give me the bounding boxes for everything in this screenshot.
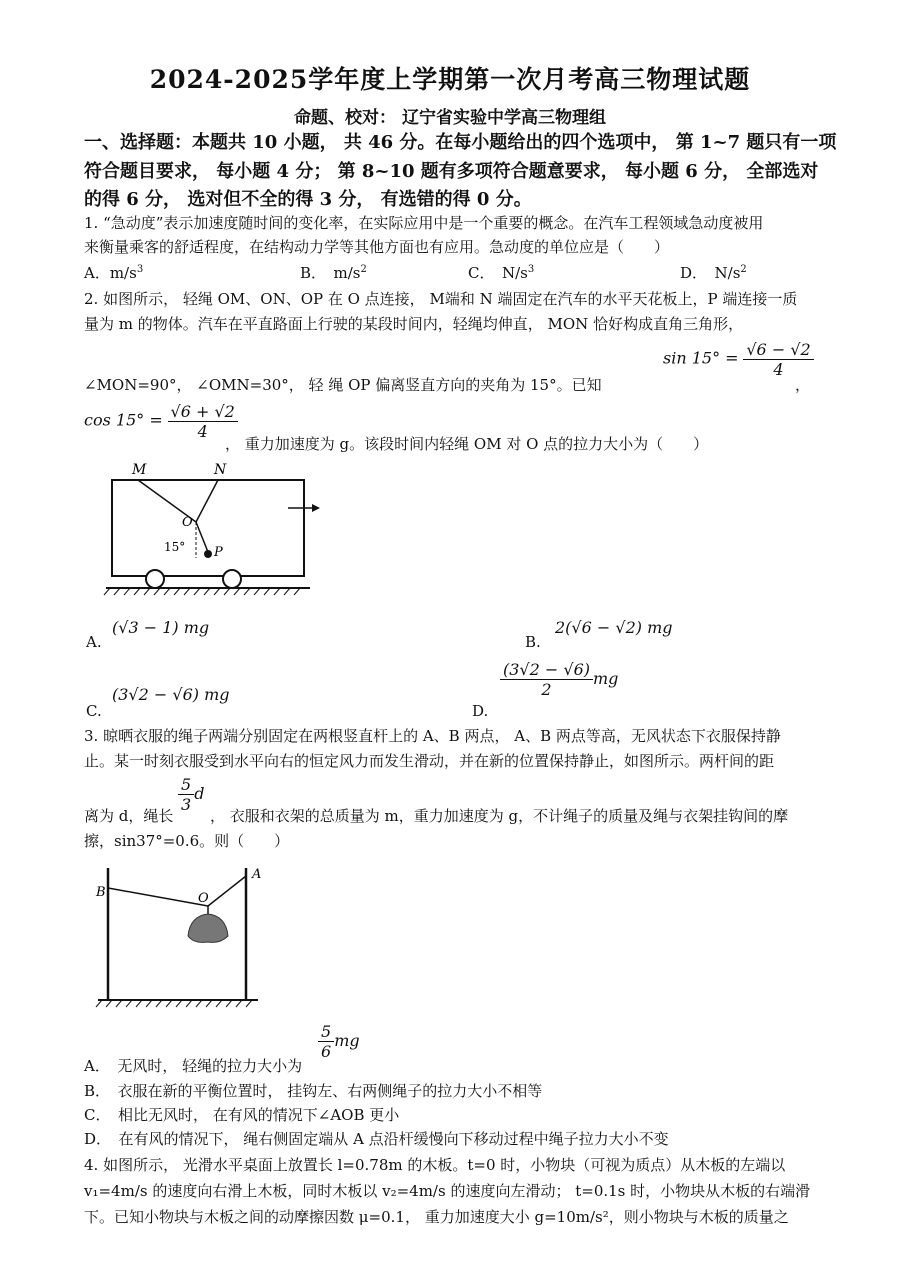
wheel-right [223, 570, 241, 588]
label-o: O [198, 891, 209, 906]
q3-stem-line4: 擦，sin37°=0.6。则（ ） [84, 832, 290, 850]
section-instructions-line1: 一、选择题：本题共 10 小题， 共 46 分。在每小题给出的四个选项中， 第 1~7 题只有一项 [84, 132, 837, 153]
q3-stem-line3a: 离为 d，绳长 [84, 807, 174, 825]
q2-cos15-formula: cos 15° = $\frac{√6 + √2}{4}$ [84, 402, 238, 441]
q3-stem-line1: 3. 晾晒衣服的绳子两端分别固定在两根竖直杆上的 A、B 两点， A、B 两点等高，无风状态下衣服保持静 [84, 727, 781, 745]
rope-op [196, 522, 208, 552]
label-b: B [96, 885, 106, 900]
exam-subtitle: 命题、校对： 辽宁省实验中学高三物理组 [294, 108, 606, 128]
q2-stem-line4: ， 重力加速度为 g。该段时间内轻绳 OM 对 O 点的拉力大小为（ ） [225, 435, 709, 453]
q2-stem-line2: 量为 m 的物体。汽车在平直路面上行驶的某段时间内，轻绳均伸直， MON 恰好构成直角三角形， [84, 315, 744, 333]
q4-stem-line1: 4. 如图所示， 光滑水平桌面上放置长 l=0.78m 的木板。t=0 时，小物块（可视为质点）从木板的左端以 [84, 1156, 786, 1174]
section-instructions-line2: 符合题目要求， 每小题 4 分； 第 8~10 题有多项符合题意要求， 每小题 6 分， 全部选对 [84, 161, 819, 182]
q2-option-b-label[interactable]: B. [525, 633, 541, 651]
wheel-left [146, 570, 164, 588]
ground-hatch [96, 1000, 252, 1007]
rope-right [208, 876, 246, 906]
q2-car-rope-figure [100, 458, 340, 598]
q3-option-a[interactable]: A． 无风时， 轻绳的拉力大小为 [84, 1057, 303, 1075]
q1-option-a[interactable]: A．$m/s^3$ [84, 264, 144, 282]
q3-option-d[interactable]: D． 在有风的情况下， 绳右侧固定端从 A 点沿杆缓慢向下移动过程中绳子拉力大小不变 [84, 1130, 669, 1148]
q2-stem-line1: 2. 如图所示， 轻绳 OM、ON、OP 在 O 点连接， M端和 N 端固定在汽车的水平天花板上，P 端连接一质 [84, 290, 798, 308]
ground-hatch [104, 588, 300, 595]
q4-stem-line3: 下。已知小物块与木板之间的动摩擦因数 μ=0.1， 重力加速度大小 g=10m/s²，则小物块与木板的质量之 [84, 1208, 789, 1226]
clothes-icon [188, 914, 228, 942]
exam-title: 2024-2025学年度上学期第一次月考高三物理试题 [149, 65, 751, 94]
q3-stem-line3b: ， 衣服和衣架的总质量为 m，重力加速度为 g，不计绳子的质量及绳与衣架挂钩间的摩 [210, 807, 789, 825]
label-n: N [214, 462, 227, 478]
label-m: M [132, 462, 147, 478]
q2-comma: ， [795, 376, 811, 394]
q3-stem-line2: 止。某一时刻衣服受到水平向右的恒定风力而发生滑动，并在新的位置保持静止，如图所示。两杆间的距 [84, 752, 775, 770]
q2-sin15-formula: sin 15° = $\frac{√6 - √2}{4}$ [663, 340, 814, 379]
q3-clothesline-figure [90, 858, 270, 1018]
rope-on [196, 480, 218, 522]
label-a: A [252, 867, 262, 882]
q4-stem-line2: v₁=4m/s 的速度向右滑上木板，同时木板以 v₂=4m/s 的速度向左滑动； t=0.1s 时，小物块从木板的右端滑 [84, 1182, 811, 1200]
label-angle: 15° [164, 540, 186, 554]
q2-stem-line3: ∠MON=90°， ∠OMN=30°， 轻 绳 OP 偏离竖直方向的夹角为 15°。已知 [84, 376, 602, 394]
q1-stem-line1: 1. “急动度”表示加速度随时间的变化率，在实际应用中是一个重要的概念。在汽车工程领域急动度被用 [84, 214, 764, 232]
q3-rope-length: $\frac{5}{3}$ d [178, 775, 204, 814]
q2-option-d-expr[interactable]: $\frac{(3√2 - √6)}{2}$ mg [500, 660, 618, 699]
q3-option-a-value[interactable]: $\frac{5}{6}$ mg [318, 1022, 360, 1061]
q2-option-a-label[interactable]: A. [86, 633, 102, 651]
label-o: O [182, 515, 193, 530]
q1-option-b[interactable]: B． $m/s^2$ [300, 264, 367, 282]
q2-option-c-label[interactable]: C. [86, 702, 102, 720]
q3-option-c[interactable]: C． 相比无风时， 在有风的情况下∠AOB 更小 [84, 1106, 400, 1124]
mass-p [204, 550, 212, 558]
q2-option-d-label[interactable]: D. [472, 702, 489, 720]
label-p: P [214, 545, 223, 560]
q2-option-c-expr[interactable]: (3√2 − √6) mg [112, 685, 230, 704]
q1-option-c[interactable]: C． $N/s^3$ [468, 264, 535, 282]
q2-option-b-expr[interactable]: 2(√6 − √2) mg [555, 618, 673, 637]
q2-option-a-expr[interactable]: (√3 − 1) mg [112, 618, 210, 637]
rope-left [108, 888, 208, 906]
arrow-head-icon [312, 504, 320, 512]
q3-option-b[interactable]: B． 衣服在新的平衡位置时， 挂钩左、右两侧绳子的拉力大小不相等 [84, 1082, 543, 1100]
section-instructions-line3: 的得 6 分， 选对但不全的得 3 分， 有选错的得 0 分。 [84, 189, 532, 210]
q1-option-d[interactable]: D． $N/s^2$ [680, 264, 747, 282]
car-body [112, 480, 304, 576]
q1-stem-line2: 来衡量乘客的舒适程度，在结构动力学等其他方面也有应用。急动度的单位应是（ ） [84, 238, 670, 256]
